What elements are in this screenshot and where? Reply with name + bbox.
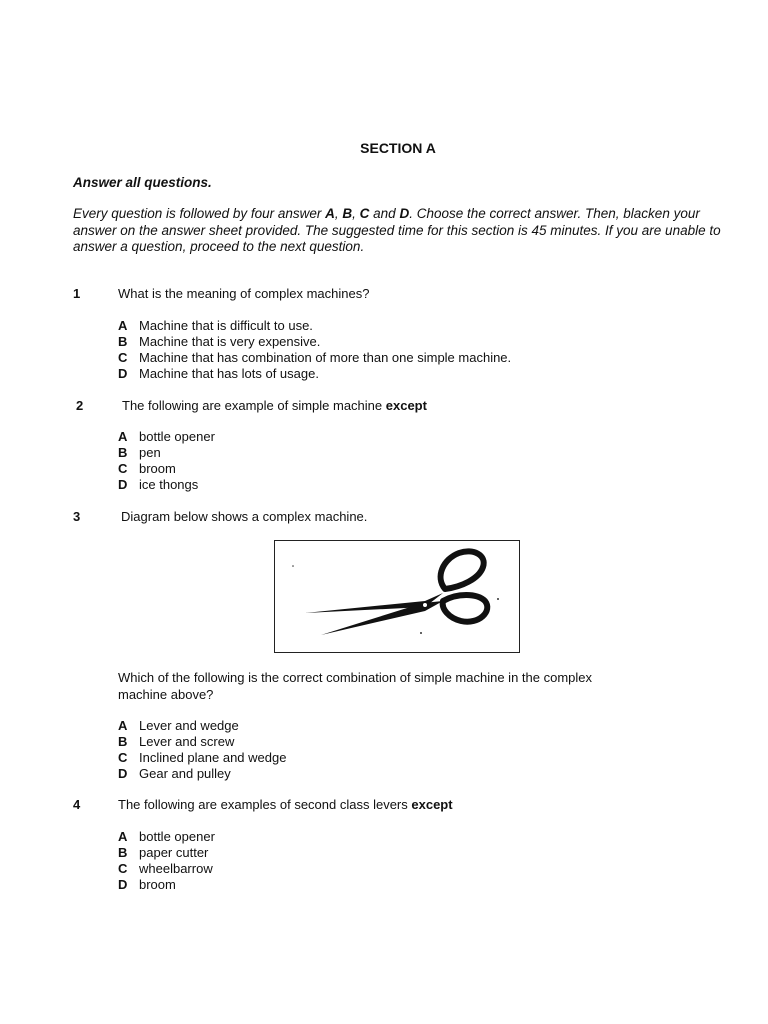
question-2-stem: The following are example of simple machine xyxy=(122,398,386,413)
option-d[interactable] xyxy=(118,477,215,493)
option-letter: A xyxy=(118,829,128,844)
option-text: broom xyxy=(139,461,176,476)
question-1-text: What is the meaning of complex machines? xyxy=(118,286,370,301)
option-d[interactable] xyxy=(118,366,511,382)
option-d[interactable] xyxy=(118,877,215,893)
option-text: Lever and screw xyxy=(139,734,235,749)
option-text: Machine that is very expensive. xyxy=(139,334,321,349)
question-1-options xyxy=(118,318,511,382)
option-text: paper cutter xyxy=(139,845,209,860)
instructions-text: . Choose the correct answer. Then, blacken your answer on the answer sheet provided. The suggested time for this section is 45 minutes. If you are unable to answer a question, proceed to the next question. xyxy=(73,206,721,254)
question-1-number: 1 xyxy=(73,286,81,301)
question-2-number: 2 xyxy=(76,398,84,413)
option-b[interactable] xyxy=(118,445,215,461)
option-letter-ref: A xyxy=(325,206,335,221)
question-3-followup: Which of the following is the correct combination of simple machine in the complex machine above? xyxy=(118,670,592,702)
question-2-options xyxy=(118,429,215,493)
instructions-text: and xyxy=(369,206,400,221)
option-text: ice thongs xyxy=(139,477,199,492)
option-letter: B xyxy=(118,734,128,749)
option-letter: D xyxy=(118,766,128,781)
question-4-text xyxy=(118,797,453,812)
question-3-options xyxy=(118,718,286,782)
instructions-heading: Answer all questions. xyxy=(73,175,212,190)
scissors-figure xyxy=(274,540,520,653)
option-c[interactable] xyxy=(118,861,215,877)
option-letter: A xyxy=(118,429,128,444)
option-letter: A xyxy=(118,718,128,733)
option-letter: D xyxy=(118,877,128,892)
instructions-text: , xyxy=(352,206,360,221)
option-letter: A xyxy=(118,318,128,333)
instructions-text: Every question is followed by four answer xyxy=(73,206,326,221)
question-3-number: 3 xyxy=(73,509,81,524)
question-4-number: 4 xyxy=(73,797,81,812)
option-letter: D xyxy=(118,366,128,381)
option-text: Machine that has lots of usage. xyxy=(139,366,319,381)
option-letter-ref: B xyxy=(342,206,353,221)
option-b[interactable] xyxy=(118,845,215,861)
option-letter-ref: C xyxy=(359,206,370,221)
option-letter: C xyxy=(118,461,128,476)
option-letter: B xyxy=(118,334,128,349)
option-text: Lever and wedge xyxy=(139,718,239,733)
option-c[interactable] xyxy=(118,350,511,366)
option-a[interactable] xyxy=(118,718,286,734)
option-a[interactable] xyxy=(118,829,215,845)
option-text: pen xyxy=(139,445,161,460)
option-text: Inclined plane and wedge xyxy=(139,750,287,765)
question-4-emphasis: except xyxy=(411,797,453,812)
option-letter: C xyxy=(118,350,128,365)
option-letter: D xyxy=(118,477,128,492)
option-text: Machine that has combination of more than one simple machine. xyxy=(139,350,512,365)
instructions-text: , xyxy=(334,206,343,221)
option-b[interactable] xyxy=(118,734,286,750)
option-letter: B xyxy=(118,445,128,460)
option-d[interactable] xyxy=(118,766,286,782)
option-letter: C xyxy=(118,861,128,876)
section-title: SECTION A xyxy=(360,140,436,156)
option-text: bottle opener xyxy=(139,829,215,844)
option-text: Gear and pulley xyxy=(139,766,231,781)
question-2-text xyxy=(122,398,427,413)
option-text: wheelbarrow xyxy=(139,861,213,876)
instructions-paragraph xyxy=(73,206,733,256)
option-letter: B xyxy=(118,845,128,860)
question-4-stem: The following are examples of second class levers xyxy=(118,797,412,812)
question-3-text: Diagram below shows a complex machine. xyxy=(121,509,368,524)
option-c[interactable] xyxy=(118,750,286,766)
scissors-icon xyxy=(275,541,519,652)
option-text: broom xyxy=(139,877,176,892)
question-2-emphasis: except xyxy=(385,398,427,413)
option-letter: C xyxy=(118,750,128,765)
option-a[interactable] xyxy=(118,318,511,334)
option-c[interactable] xyxy=(118,461,215,477)
option-text: Machine that is difficult to use. xyxy=(139,318,313,333)
option-b[interactable] xyxy=(118,334,511,350)
question-4-options xyxy=(118,829,215,893)
option-text: bottle opener xyxy=(139,429,215,444)
option-a[interactable] xyxy=(118,429,215,445)
option-letter-ref: D xyxy=(399,206,410,221)
